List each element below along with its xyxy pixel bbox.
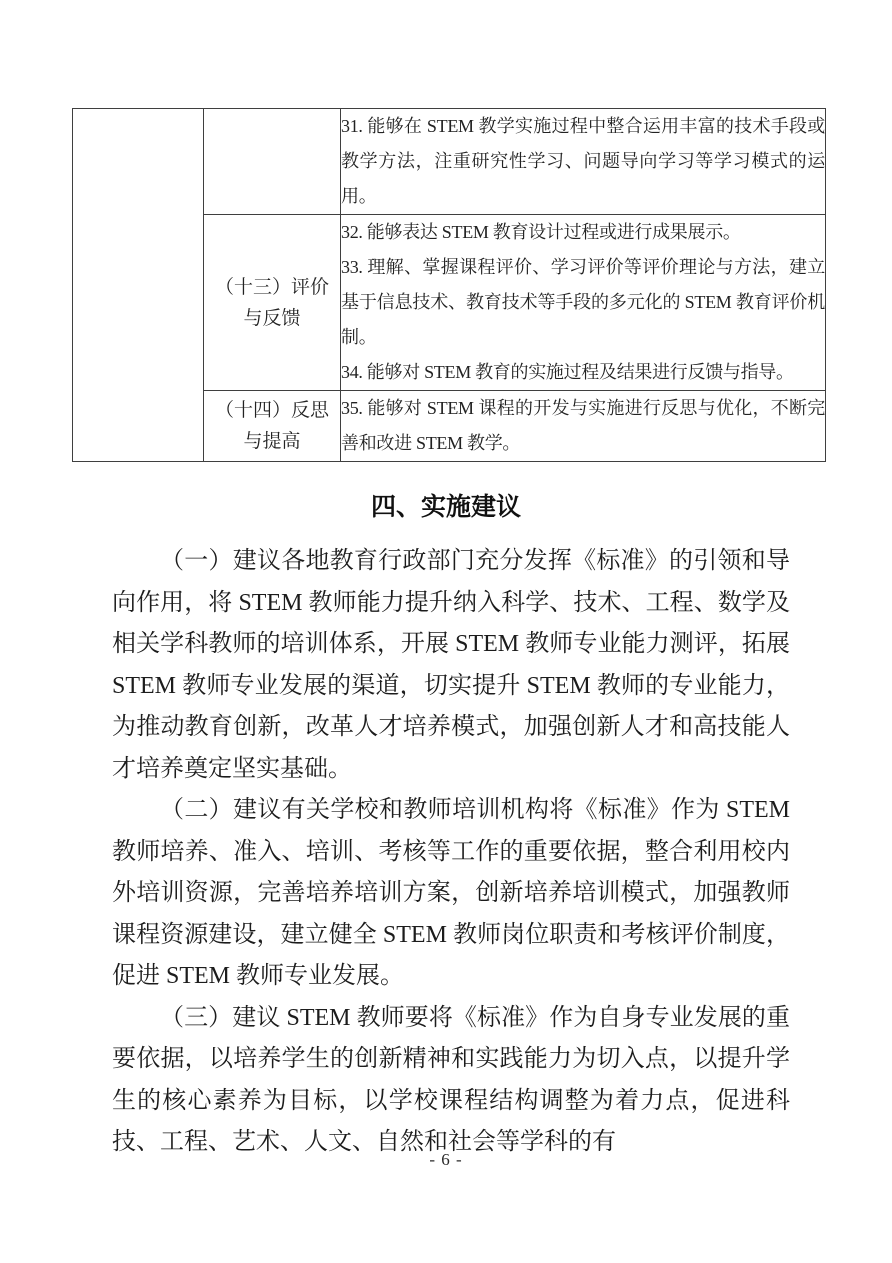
category-label-line: （十四）反思 — [214, 400, 329, 421]
table-row — [73, 109, 826, 215]
body-paragraph-2: （二）建议有关学校和教师培训机构将《标准》作为 STEM 教师培养、准入、培训、考核等工作的重要依据，整合利用校内外培训资源，完善培养培训方案，创新培养培训模式，加强教师课程资源建设，建立健全 STEM 教师岗位职责和考核评价制度，促进 STEM 教师专业发展。 — [112, 797, 790, 989]
table-cell-items — [341, 391, 826, 462]
category-label-line: 与反馈 — [243, 307, 301, 329]
table-cell-items — [341, 109, 826, 215]
body-paragraph-1: （一）建议各地教育行政部门充分发挥《标准》的引领和导向作用，将 STEM 教师能力提升纳入科学、技术、工程、数学及相关学科教师的培训体系，开展 STEM 教师专业能力测评，拓展 STEM 教师专业发展的渠道，切实提升 STEM 教师的专业能力，为推动教育创新，改革人才培养模式，加强创新人才和高技能人才培养奠定坚实基础。 — [112, 548, 790, 782]
category-label-line: 与提高 — [243, 431, 301, 452]
table-item-33: 33. 理解、掌握课程评价、学习评价等评价理论与方法，建立基于信息技术、教育技术等手段的多元化的 STEM 教育评价机制。 — [341, 257, 825, 347]
category-label-line: （十三）评价 — [214, 276, 329, 298]
table-cell-category — [204, 215, 341, 391]
table-cell-items — [341, 215, 826, 391]
table-item-32: 32. 能够表达 STEM 教育设计过程或进行成果展示。 — [341, 222, 741, 242]
table-cell-dimension-empty — [73, 109, 204, 462]
competency-table — [72, 108, 826, 462]
page-number: - 6 - — [429, 1150, 463, 1169]
table-item-35: 35. 能够对 STEM 课程的开发与实施进行反思与优化，不断完善和改进 STEM 教学。 — [341, 398, 825, 453]
table-cell-category — [204, 391, 341, 462]
table-item-34: 34. 能够对 STEM 教育的实施过程及结果进行反馈与指导。 — [341, 362, 794, 382]
section-body — [112, 541, 790, 1164]
body-paragraph-3: （三）建议 STEM 教师要将《标准》作为自身专业发展的重要依据，以培养学生的创新精神和实践能力为切入点，以提升学生的核心素养为目标，以学校课程结构调整为着力点，促进科技、工程、艺术、人文、自然和社会等学科的有 — [112, 1004, 790, 1155]
table-cell-category — [204, 109, 341, 215]
table-item-31: 31. 能够在 STEM 教学实施过程中整合运用丰富的技术手段或教学方法，注重研究性学习、问题导向学习等学习模式的运用。 — [341, 116, 825, 206]
section-heading: 四、实施建议 — [370, 493, 521, 521]
